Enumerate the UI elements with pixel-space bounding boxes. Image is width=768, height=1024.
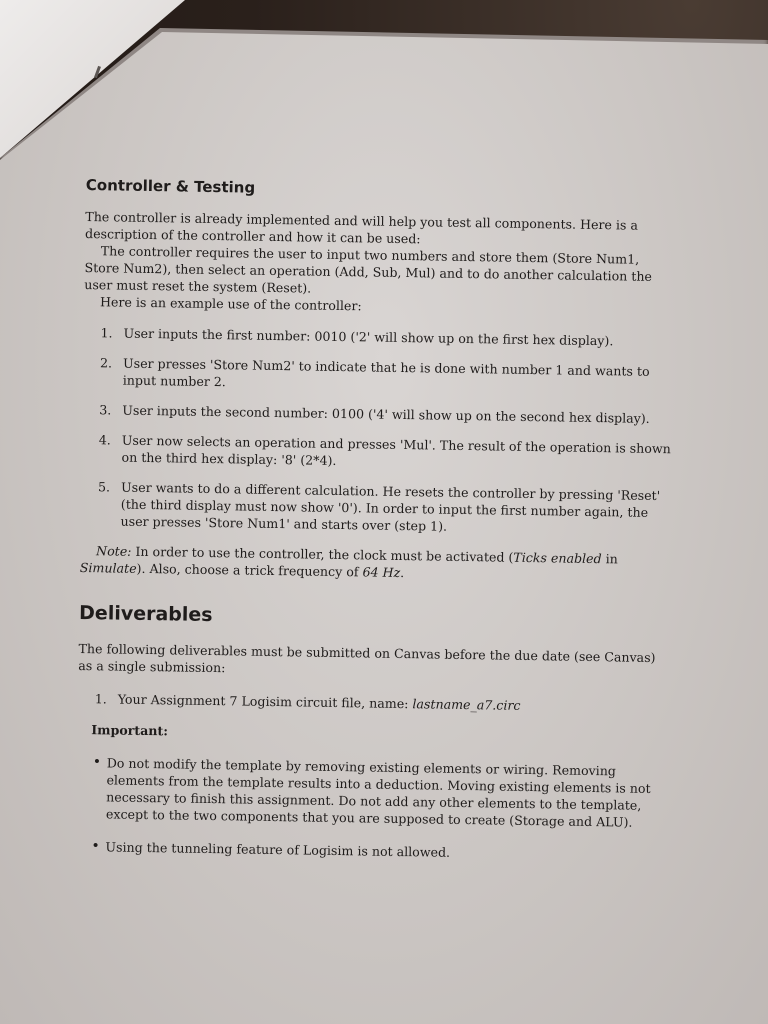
list-item: 3. User inputs the second number: 0100 ('4' will show up on the second hex display). [99,402,650,426]
deliverables-intro: The following deliverables must be submitted on Canvas before the due date (see Canvas) as a single submission: [78,640,656,676]
controller-heading: Controller & Testing [85,176,256,197]
list-item: 2. User presses 'Store Num2' to indicate that he is done with number 1 and wants to input number 2. [99,355,650,390]
list-item: 1. User inputs the first number: 0010 ('2' will show up on the first hex display). [100,325,614,349]
important-bullets [75,754,667,864]
filename: lastname_a7.circ [412,696,521,713]
list-item: 1. Your Assignment 7 Logisim circuit file, name: lastname_a7.circ [94,691,521,713]
important-title: Important: [91,722,169,739]
bullet-icon: • [92,754,102,771]
controller-note: Note: In order to use the controller, the clock must be activated (Ticks enabled in Simulate). Also, choose a trick frequency of 64 Hz. [79,543,618,581]
list-item: • Do not modify the template by removing existing elements or wiring. Removing elements from the template results into a deduction. Moving existing elements is not necessary to finish this assignment. Do not add any other elements to the template, except to the two components that you are supposed to create (Storage and ALU). [92,754,651,830]
list-item: 4. User now selects an operation and presses 'Mul'. The result of the operation is shown on the third hex display: '8' (2*4). [98,432,671,468]
deliverables-heading: Deliverables [78,601,213,627]
bullet-icon: • [91,838,100,855]
list-item: • Using the tunneling feature of Logisim is not allowed. [91,838,451,860]
deliverables-list [78,690,668,716]
controller-steps-list [80,324,673,538]
controller-requirements: The controller requires the user to input two numbers and store them (Store Num1, Store Num2), then select an operation (Add, Sub, Mul) and to do another calculation the user must reset the system (Reset). [84,243,653,296]
list-item: 5. User wants to do a different calculation. He resets the controller by pressing 'Reset' (the third display must now show '0'). In order to input the first number again, the user presses 'Store Num1' and starts over (step 1). [98,479,661,534]
controller-intro: The controller is already implemented and will help you test all components. Here is a description of the controller and how it can be used: [84,208,639,247]
document-content [75,176,676,880]
controller-example-intro: Here is an example use of the controller: [99,294,362,314]
